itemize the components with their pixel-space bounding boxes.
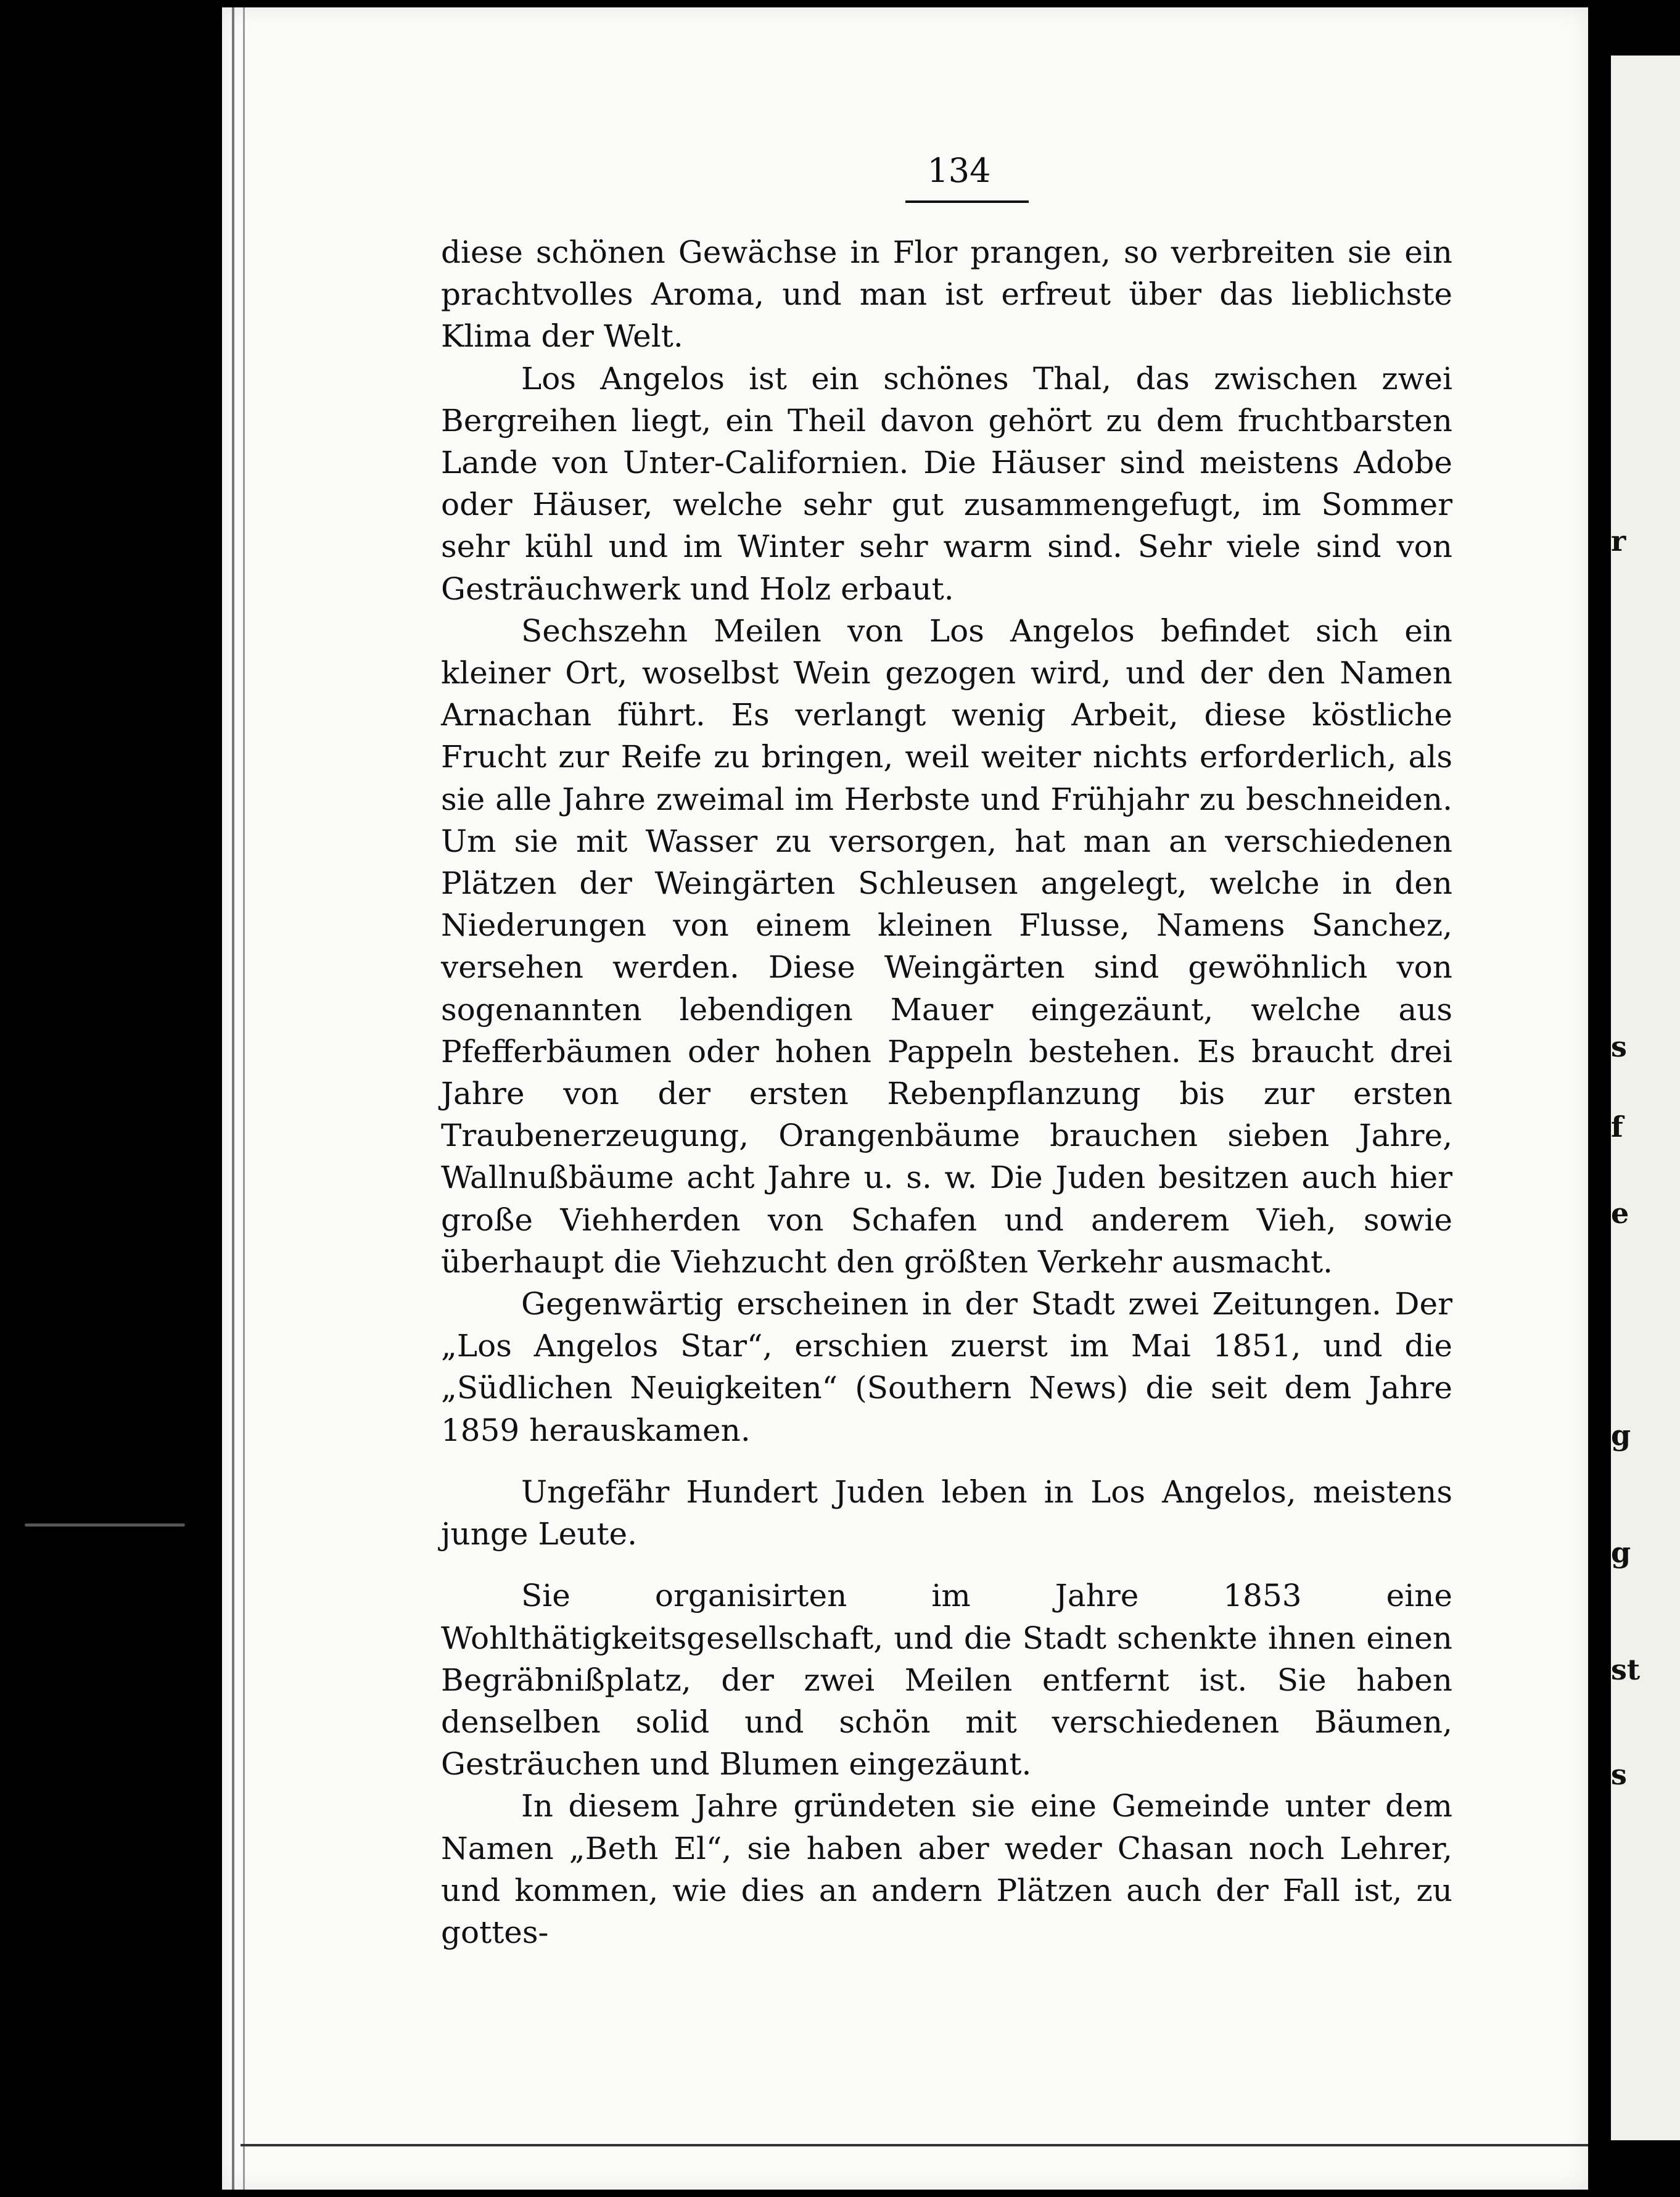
edge-glyph: g xyxy=(1611,1536,1631,1569)
paragraph-2: Los Angelos ist ein schönes Thal, das zwischen zwei Bergreihen liegt, ein Theil davon gehört zu dem fruchtbarsten Lande von Unter-Californien. Die Häuser sind meistens Adobe oder Häuser, welche sehr gut zusammengefugt, im Sommer sehr kühl und im Winter sehr warm sind. Sehr viele sind von Gesträuchwerk und Holz erbaut. xyxy=(441,360,1452,607)
edge-glyph: f xyxy=(1611,1110,1623,1144)
page-text-block xyxy=(441,231,1452,1953)
page-number-rule xyxy=(905,200,1029,203)
paragraph-5: Ungefähr Hundert Juden leben in Los Angelos, meistens junge Leute. xyxy=(441,1474,1452,1552)
edge-glyph: st xyxy=(1611,1653,1641,1686)
page-bottom-border xyxy=(241,2144,1588,2146)
paragraph-3: Sechszehn Meilen von Los Angelos befindet sich ein kleiner Ort, woselbst Wein gezogen wird, und der den Namen Arnachan führt. Es verlangt wenig Arbeit, diese köstliche Frucht zur Reife zu bringen, weil weiter nichts erforderlich, als sie alle Jahre zweimal im Herbste und Frühjahr zu beschneiden. Um sie mit Wasser zu versorgen, hat man an verschiedenen Plätzen der Weingärten Schleusen angelegt, welche in den Niederungen von einem kleinen Flusse, Namens Sanchez, versehen werden. Diese Weingärten sind gewöhnlich von sogenannten lebendigen Mauer eingezäunt, welche aus Pfefferbäumen oder hohen Pappeln bestehen. Es braucht drei Jahre von der ersten Rebenpflanzung bis zur ersten Traubenerzeugung, Orangenbäume brauchen sieben Jahre, Wallnußbäume acht Jahre u. s. w. Die Juden besitzen auch hier große Viehherden von Schafen und anderem Vieh, sowie überhaupt die Viehzucht den größten Verkehr ausmacht. xyxy=(441,612,1452,1280)
adjacent-page-edge xyxy=(1611,56,1680,2140)
edge-glyph: r xyxy=(1611,524,1626,558)
binding-rule xyxy=(232,7,234,2190)
binding-rule xyxy=(243,7,245,2190)
edge-glyph: s xyxy=(1611,1030,1627,1063)
edge-glyph: g xyxy=(1611,1419,1631,1452)
paragraph-6: Sie organisirten im Jahre 1853 eine Wohlthätigkeitsgesellschaft, und die Stadt schenkte ihnen einen Begräbnißplatz, der zwei Meilen entfernt ist. Sie haben denselben solid und schön mit verschiedenen Bäumen, Gesträuchen und Blumen eingezäunt. xyxy=(441,1578,1452,1783)
page-number: 134 xyxy=(927,151,991,190)
edge-glyph: s xyxy=(1611,1758,1627,1791)
paragraph-1: diese schönen Gewächse in Flor prangen, so verbreiten sie ein prachtvolles Aroma, und man ist erfreut über das lieblichste Klima der Welt. xyxy=(441,234,1452,355)
paragraph-7: In diesem Jahre gründeten sie eine Gemeinde unter dem Namen „Beth El“, sie haben aber weder Chasan noch Lehrer, und kommen, wie dies an andern Plätzen auch der Fall ist, zu gottes- xyxy=(441,1788,1452,1950)
margin-ink-speck xyxy=(25,1523,185,1527)
paragraph-4: Gegenwärtig erscheinen in der Stadt zwei Zeitungen. Der „Los Angelos Star“, erschien zuerst im Mai 1851, und die „Südlichen Neuigkeiten“ (Southern News) die seit dem Jahre 1859 herauskamen. xyxy=(441,1286,1452,1448)
edge-glyph: e xyxy=(1611,1197,1629,1230)
